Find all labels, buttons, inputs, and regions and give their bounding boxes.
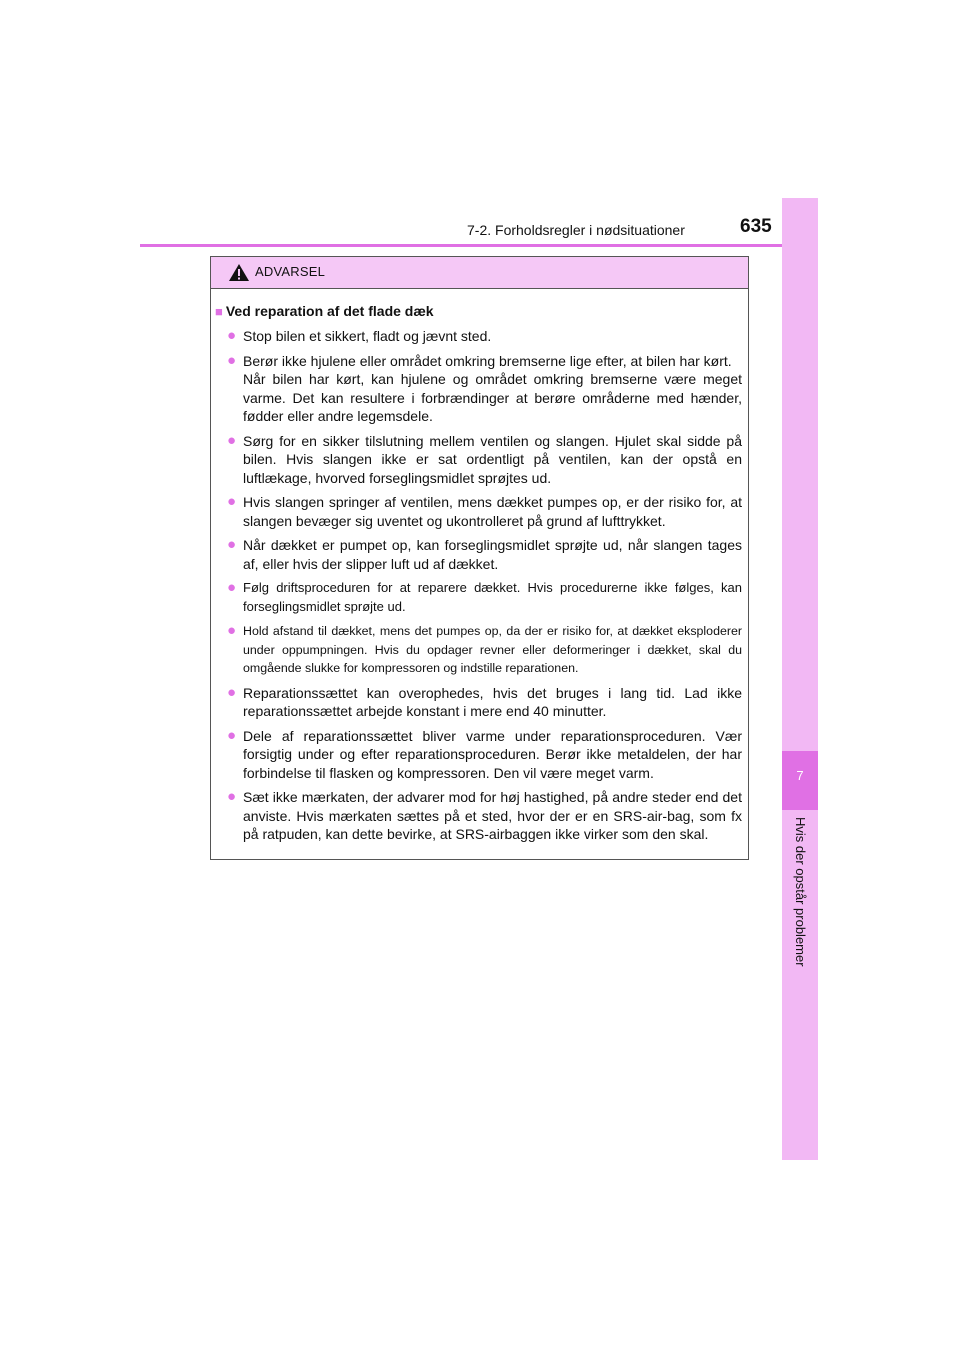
- list-item: [215, 432, 742, 488]
- warning-box: [210, 256, 749, 860]
- list-item: [215, 536, 742, 573]
- list-item-text: Stop bilen et sikkert, fladt og jævnt sted.: [243, 328, 492, 344]
- list-item-text: Når dækket er pumpet op, kan forseglingsmidlet sprøjte ud, når slangen tages af, eller hvis der slipper luft ud af dækket.: [243, 537, 742, 572]
- list-item: [215, 352, 742, 426]
- list-item: [215, 327, 742, 346]
- bullet-dot-icon: ●: [227, 493, 237, 510]
- warning-subheading: [215, 302, 742, 321]
- warning-header: [211, 257, 748, 289]
- warning-title: ADVARSEL: [255, 264, 325, 279]
- list-item-text: Hold afstand til dækket, mens det pumpes op, da der er risiko for, at dækket eksploderer under oppumpningen. Hvis du opdager revner eller deformeringer i dækket, skal du omgående slukke for kompressoren og indstille reparationen.: [243, 624, 742, 675]
- list-item: [215, 622, 742, 678]
- list-item-text: Hvis slangen springer af ventilen, mens dækket pumpes op, er der risiko for, at slangen bevæger sig uventet og ukontrolleret på grund af lufttrykket.: [243, 494, 742, 529]
- list-item: [215, 727, 742, 783]
- bullet-dot-icon: ●: [227, 351, 237, 369]
- square-bullet-icon: ■: [215, 304, 223, 319]
- bullet-dot-icon: ●: [227, 536, 237, 553]
- bullet-dot-icon: ●: [227, 431, 237, 449]
- bullet-dot-icon: ●: [227, 327, 237, 344]
- list-item: [215, 684, 742, 721]
- list-item-text: Reparationssættet kan overophedes, hvis det bruges i lang tid. Lad ikke reparationssættet arbejde konstant i mere end 40 minutter.: [243, 684, 742, 719]
- list-item: [215, 493, 742, 530]
- header-rule: [140, 244, 818, 247]
- chapter-number: 7: [796, 768, 804, 783]
- bullet-dot-icon: ●: [227, 726, 237, 744]
- chapter-side-tab: [782, 198, 818, 1160]
- list-item: [215, 579, 742, 616]
- list-item-text: Dele af reparationssættet bliver varme under reparationsproceduren. Vær forsigtig under og efter reparationsproceduren. Berør ikke metaldelen, der har forbindelse til flasken og kompressoren. Den vil være meget varm.: [243, 727, 742, 781]
- warning-body: [211, 289, 748, 844]
- bullet-dot-icon: ●: [227, 683, 237, 701]
- list-item: [215, 788, 742, 844]
- warning-triangle-icon: [228, 263, 250, 282]
- bullet-dot-icon: ●: [227, 788, 237, 805]
- list-item-text: Berør ikke hjulene eller området omkring bremserne lige efter, at bilen har kørt. Når bilen har kørt, kan hjulene og området omkring bremserne være meget varme. Det kan resultere i forbrændinger at berøre områderne med hænder, fødder eller andre legemsdele.: [243, 352, 742, 424]
- bullet-dot-icon: ●: [227, 579, 237, 596]
- bullet-dot-icon: ●: [227, 622, 237, 639]
- page-number: 635: [740, 216, 772, 237]
- warning-subheading-text: Ved reparation af det flade dæk: [225, 303, 434, 319]
- list-item-text: Sørg for en sikker tilslutning mellem ventilen og slangen. Hjulet skal sidde på bilen. Hvis slangen ikke er sat ordentligt på ventilen, kan der opstå en luftlækage, hvorved forseglingsmidlet sprøjtes ud.: [243, 432, 742, 486]
- list-item-text: Sæt ikke mærkaten, der advarer mod for høj hastighed, på andre steder end det anviste. Hvis mærkaten sættes på et sted, hvor der er en SRS-air-bag, som fx på ratpuden, kan dette bevirke, at SRS-airbaggen ikke virker som den skal.: [243, 789, 742, 842]
- warning-list: [215, 327, 742, 844]
- section-title: 7-2. Forholdsregler i nødsituationer: [467, 222, 685, 238]
- chapter-label: Hvis der opstår problemer: [793, 817, 808, 967]
- list-item-text: Følg driftsproceduren for at reparere dækket. Hvis procedurerne ikke følges, kan forseglingsmidlet sprøjte ud.: [243, 580, 742, 614]
